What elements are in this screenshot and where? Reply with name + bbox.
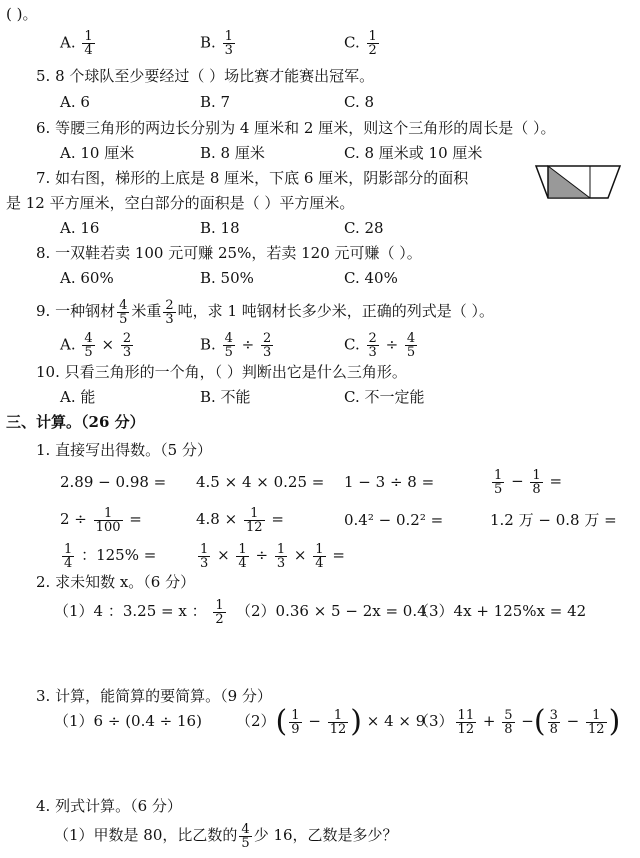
option-b: B. 8 厘米	[200, 144, 265, 162]
trapezoid-figure	[534, 162, 622, 202]
denominator: 100	[95, 519, 121, 535]
fraction	[223, 30, 235, 57]
denominator: 8	[532, 481, 541, 497]
suffix: × 4 × 9	[366, 712, 426, 730]
operator: ×	[217, 546, 230, 564]
option-a: A. 10 厘米	[60, 144, 135, 162]
fraction	[239, 823, 251, 850]
operator: ÷	[385, 335, 399, 354]
operator: ÷	[241, 335, 255, 354]
prefix: 4.8 ×	[196, 510, 238, 528]
option-a	[60, 30, 97, 57]
denominator: 4	[84, 43, 93, 58]
fraction	[456, 709, 477, 736]
denominator: 4	[64, 555, 73, 571]
numerator: 2	[263, 331, 272, 346]
denominator: 4	[315, 555, 324, 571]
calc-item	[490, 462, 562, 500]
simplify-1: （1）6 ÷ (0.4 ÷ 16)	[54, 712, 202, 730]
question-9-stem	[36, 296, 494, 326]
option-c	[344, 332, 419, 359]
numerator: 1	[276, 541, 286, 557]
denominator: 8	[549, 721, 558, 737]
fraction	[367, 332, 379, 359]
equation-1	[54, 592, 228, 630]
fraction	[502, 709, 514, 736]
option-c: C. 40%	[344, 269, 398, 287]
fraction	[244, 507, 265, 534]
numerator: 1	[215, 597, 224, 613]
fraction	[313, 543, 325, 570]
operator: −	[566, 712, 580, 730]
numerator: 1	[586, 709, 607, 723]
fraction	[213, 599, 225, 626]
denominator: 2	[368, 43, 377, 58]
word-problem-1	[54, 816, 398, 854]
fraction	[275, 543, 287, 570]
suffix: ：125% =	[81, 546, 157, 564]
operator: +	[482, 712, 496, 730]
denominator: 3	[200, 555, 209, 571]
option-a	[60, 332, 135, 359]
numerator: 4	[406, 331, 416, 346]
numerator: 1	[494, 467, 503, 483]
operator: −	[511, 472, 524, 490]
question-5-stem: 5. 8 个球队至少要经过（ ）场比赛才能赛出冠军。	[36, 67, 375, 85]
denominator: 9	[291, 721, 300, 737]
denominator: 12	[588, 721, 605, 737]
option-b	[200, 30, 237, 57]
numerator: 4	[119, 297, 128, 313]
numerator: 2	[368, 331, 377, 346]
denominator: 3	[165, 311, 174, 327]
denominator: 3	[224, 43, 233, 58]
fraction	[328, 709, 349, 736]
fraction	[82, 332, 94, 359]
calc-item: 1 − 3 ÷ 8 =	[344, 473, 435, 491]
fraction	[236, 543, 248, 570]
numerator: 1	[532, 467, 541, 483]
equals: =	[332, 546, 345, 564]
fraction	[223, 332, 235, 359]
question-6-stem: 6. 等腰三角形的两边长分别为 4 厘米和 2 厘米，则这个三角形的周长是（ ）。	[36, 119, 556, 137]
fraction	[548, 709, 560, 736]
denominator: 5	[224, 345, 233, 360]
denominator: 5	[494, 481, 503, 497]
denominator: 12	[457, 721, 475, 737]
fraction	[198, 543, 210, 570]
numerator: 1	[94, 507, 123, 521]
numerator: 4	[241, 821, 250, 837]
equals: =	[129, 510, 142, 528]
numerator: 1	[291, 707, 300, 723]
numerator: 5	[504, 707, 513, 723]
open-paren: (	[533, 704, 546, 739]
option-b: B. 不能	[200, 388, 251, 406]
fraction	[492, 469, 504, 496]
numerator: 11	[457, 707, 475, 723]
equals: =	[549, 472, 563, 490]
option-a: A. 60%	[60, 269, 114, 287]
question-8-stem: 8. 一双鞋若卖 100 元可赚 25%，若卖 120 元可赚（ ）。	[36, 244, 422, 262]
question-7-stem-line2: 是 12 平方厘米，空白部分的面积是（ ）平方厘米。	[6, 194, 355, 212]
option-label: B.	[200, 33, 216, 52]
stem-text: 9. 一种钢材	[36, 302, 116, 320]
part-3-title: 3. 计算，能简算的要简算。（9 分）	[36, 687, 272, 705]
numerator: 1	[328, 709, 349, 723]
option-c	[344, 30, 381, 57]
fraction	[289, 709, 301, 736]
denominator: 5	[406, 345, 416, 360]
problem-text: 少 16，乙数是多少？	[253, 826, 398, 844]
open-paren: (	[275, 704, 288, 739]
option-c: C. 8	[344, 93, 375, 111]
operator: ×	[101, 335, 115, 354]
denominator: 12	[245, 519, 263, 535]
fraction	[94, 507, 123, 534]
numerator: 4	[224, 331, 233, 346]
numerator: 1	[315, 541, 324, 557]
option-c: C. 不一定能	[344, 388, 425, 406]
operator: −	[308, 712, 321, 730]
equals: =	[271, 510, 284, 528]
equation-2: （2）0.36 × 5 − 2x = 0.4	[236, 602, 427, 620]
calc-item: 1.2 万 − 0.8 万 =	[490, 511, 617, 529]
denominator: 2	[215, 611, 224, 627]
denominator: 3	[122, 345, 132, 360]
numerator: 1	[224, 29, 233, 44]
option-b: B. 18	[200, 219, 240, 237]
option-label: A.	[60, 335, 76, 354]
numerator: 1	[368, 29, 377, 44]
question-7-stem-line1: 7. 如右图，梯形的上底是 8 厘米，下底 6 厘米，阴影部分的面积	[36, 169, 469, 187]
fraction	[586, 709, 607, 736]
denominator: 4	[238, 555, 247, 571]
fraction	[82, 30, 94, 57]
calc-item	[196, 536, 345, 574]
denominator: 5	[241, 835, 250, 851]
simplify-2	[236, 700, 425, 742]
option-a: A. 能	[60, 388, 96, 406]
numerator: 2	[165, 297, 174, 313]
fraction	[367, 30, 379, 57]
denominator: 3	[263, 345, 272, 360]
option-label: B.	[200, 335, 216, 354]
part-1-title: 1. 直接写出得数。（5 分）	[36, 441, 212, 459]
stem-text: 吨，求 1 吨钢材长多少米，正确的列式是（ ）。	[177, 302, 495, 320]
close-paren: )	[608, 704, 621, 739]
option-a: A. 6	[60, 93, 90, 111]
fraction	[405, 332, 417, 359]
prefix: （1）4 ：3.25 = x ：	[54, 602, 207, 620]
option-label: C.	[344, 33, 360, 52]
numerator: 1	[64, 541, 73, 557]
calc-item	[60, 536, 156, 574]
denominator: 8	[504, 721, 513, 737]
problem-text: （1）甲数是 80，比乙数的	[54, 826, 238, 844]
section-3-title: 三、计算。（26 分）	[6, 413, 145, 431]
prefix: 2 ÷	[60, 510, 87, 528]
option-b: B. 7	[200, 93, 231, 111]
numerator: 1	[244, 507, 265, 521]
equation-3: （3）4x + 125%x = 42	[414, 602, 587, 620]
fraction	[62, 543, 74, 570]
option-c: C. 8 厘米或 10 厘米	[344, 144, 483, 162]
calc-item: 0.4² − 0.2² =	[344, 511, 444, 529]
prefix: （3）	[414, 712, 454, 730]
option-a: A. 16	[60, 219, 100, 237]
numerator: 1	[200, 541, 209, 557]
fraction	[261, 332, 273, 359]
denominator: 3	[276, 555, 286, 571]
option-b	[200, 332, 275, 359]
operator: ×	[293, 546, 307, 564]
fraction	[163, 299, 175, 326]
denominator: 5	[84, 345, 93, 360]
calc-item	[196, 500, 284, 538]
prefix: （2）	[236, 712, 276, 730]
calc-item: 4.5 × 4 × 0.25 =	[196, 473, 325, 491]
numerator: 1	[84, 29, 93, 44]
numerator: 2	[122, 331, 132, 346]
prev-question-stem: ( )。	[6, 5, 38, 23]
numerator: 3	[549, 707, 558, 723]
part-2-title: 2. 求未知数 x。（6 分）	[36, 573, 196, 591]
denominator: 3	[368, 345, 377, 360]
question-10-stem: 10. 只看三角形的一个角，（ ）判断出它是什么三角形。	[36, 363, 407, 381]
option-label: C.	[344, 335, 360, 354]
denominator: 12	[329, 721, 347, 737]
simplify-3	[414, 700, 620, 742]
numerator: 1	[238, 541, 247, 557]
fraction	[530, 469, 542, 496]
numerator: 4	[84, 331, 93, 346]
stem-text: 米重	[131, 302, 162, 320]
option-b: B. 50%	[200, 269, 254, 287]
fraction	[121, 332, 133, 359]
denominator: 5	[119, 311, 128, 327]
option-label: A.	[60, 33, 76, 52]
close-paren: )	[350, 704, 362, 739]
operator: −	[521, 712, 534, 730]
fraction	[117, 299, 129, 326]
calc-item	[60, 500, 142, 538]
part-4-title: 4. 列式计算。（6 分）	[36, 797, 182, 815]
calc-item: 2.89 − 0.98 =	[60, 473, 167, 491]
option-c: C. 28	[344, 219, 384, 237]
operator: ÷	[255, 546, 269, 564]
